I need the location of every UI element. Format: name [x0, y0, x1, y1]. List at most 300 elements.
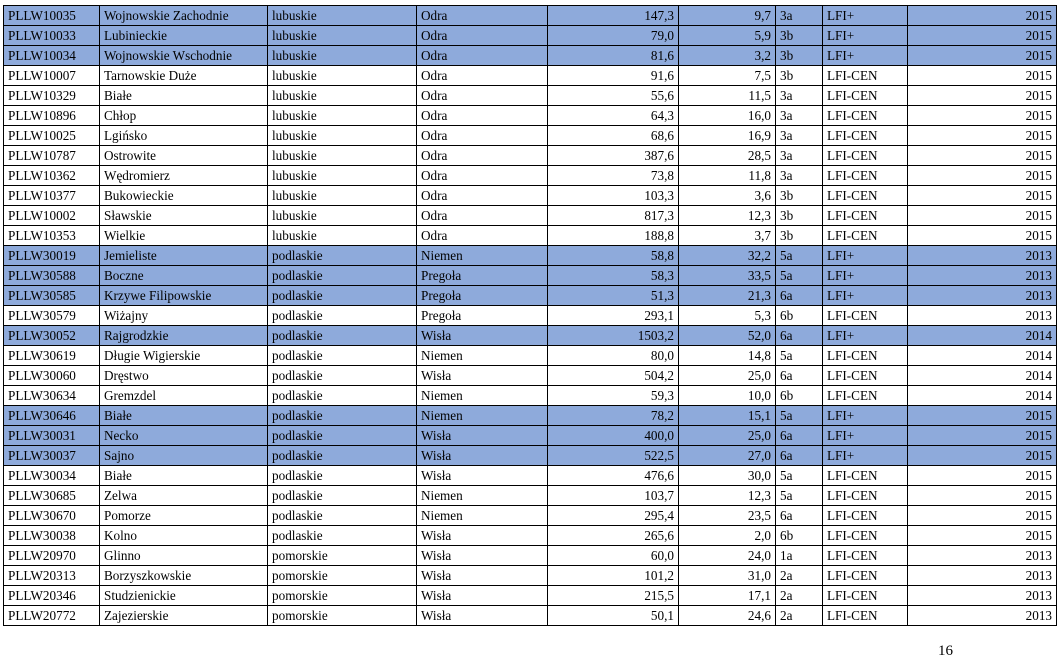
- cell-method: LFI+: [823, 426, 908, 446]
- cell-year: 2015: [908, 486, 1057, 506]
- cell-region: podlaskie: [268, 286, 417, 306]
- cell-year: 2015: [908, 66, 1057, 86]
- cell-name: Tarnowskie Duże: [100, 66, 268, 86]
- cell-id: PLLW30588: [4, 266, 100, 286]
- cell-v2: 52,0: [679, 326, 776, 346]
- cell-basin: Odra: [417, 46, 548, 66]
- cell-region: lubuskie: [268, 126, 417, 146]
- cell-name: Studzienickie: [100, 586, 268, 606]
- cell-name: Białe: [100, 406, 268, 426]
- cell-region: lubuskie: [268, 146, 417, 166]
- cell-type: 6b: [776, 386, 823, 406]
- cell-region: podlaskie: [268, 366, 417, 386]
- cell-name: Jemieliste: [100, 246, 268, 266]
- cell-name: Chłop: [100, 106, 268, 126]
- cell-type: 3b: [776, 66, 823, 86]
- cell-year: 2013: [908, 306, 1057, 326]
- cell-id: PLLW20346: [4, 586, 100, 606]
- cell-v1: 91,6: [548, 66, 679, 86]
- page-number: 16: [938, 643, 953, 659]
- cell-id: PLLW10033: [4, 26, 100, 46]
- cell-v2: 11,8: [679, 166, 776, 186]
- cell-name: Dręstwo: [100, 366, 268, 386]
- table-row: [4, 566, 1057, 586]
- cell-region: lubuskie: [268, 226, 417, 246]
- cell-name: Necko: [100, 426, 268, 446]
- cell-v2: 16,9: [679, 126, 776, 146]
- cell-name: Lubinieckie: [100, 26, 268, 46]
- cell-basin: Niemen: [417, 386, 548, 406]
- cell-v1: 50,1: [548, 606, 679, 626]
- cell-region: lubuskie: [268, 26, 417, 46]
- cell-basin: Odra: [417, 6, 548, 26]
- cell-method: LFI-CEN: [823, 206, 908, 226]
- cell-year: 2014: [908, 386, 1057, 406]
- table-row: [4, 126, 1057, 146]
- cell-name: Glinno: [100, 546, 268, 566]
- cell-v2: 12,3: [679, 206, 776, 226]
- table-row: [4, 86, 1057, 106]
- cell-method: LFI-CEN: [823, 306, 908, 326]
- cell-id: PLLW20313: [4, 566, 100, 586]
- cell-type: 6b: [776, 526, 823, 546]
- cell-region: podlaskie: [268, 266, 417, 286]
- cell-year: 2014: [908, 346, 1057, 366]
- cell-type: 5a: [776, 246, 823, 266]
- cell-v1: 81,6: [548, 46, 679, 66]
- cell-v1: 101,2: [548, 566, 679, 586]
- table-row: [4, 606, 1057, 626]
- cell-year: 2015: [908, 106, 1057, 126]
- lakes-table: [3, 5, 1057, 626]
- cell-method: LFI-CEN: [823, 506, 908, 526]
- cell-v1: 293,1: [548, 306, 679, 326]
- cell-v2: 33,5: [679, 266, 776, 286]
- cell-method: LFI-CEN: [823, 126, 908, 146]
- cell-basin: Odra: [417, 66, 548, 86]
- cell-v1: 817,3: [548, 206, 679, 226]
- cell-method: LFI-CEN: [823, 526, 908, 546]
- cell-v2: 17,1: [679, 586, 776, 606]
- cell-year: 2015: [908, 506, 1057, 526]
- cell-v1: 73,8: [548, 166, 679, 186]
- table-row: [4, 226, 1057, 246]
- cell-region: podlaskie: [268, 506, 417, 526]
- cell-basin: Pregoła: [417, 286, 548, 306]
- cell-v1: 51,3: [548, 286, 679, 306]
- cell-v1: 79,0: [548, 26, 679, 46]
- cell-v2: 27,0: [679, 446, 776, 466]
- cell-v1: 1503,2: [548, 326, 679, 346]
- cell-v1: 55,6: [548, 86, 679, 106]
- cell-region: podlaskie: [268, 446, 417, 466]
- cell-v1: 504,2: [548, 366, 679, 386]
- cell-v1: 80,0: [548, 346, 679, 366]
- cell-id: PLLW30634: [4, 386, 100, 406]
- cell-year: 2013: [908, 286, 1057, 306]
- cell-v2: 9,7: [679, 6, 776, 26]
- cell-year: 2015: [908, 186, 1057, 206]
- table-row: [4, 346, 1057, 366]
- cell-region: podlaskie: [268, 306, 417, 326]
- cell-basin: Odra: [417, 86, 548, 106]
- cell-type: 1a: [776, 546, 823, 566]
- cell-type: 3a: [776, 166, 823, 186]
- cell-basin: Niemen: [417, 346, 548, 366]
- cell-year: 2015: [908, 166, 1057, 186]
- cell-v1: 387,6: [548, 146, 679, 166]
- cell-year: 2013: [908, 546, 1057, 566]
- cell-id: PLLW30019: [4, 246, 100, 266]
- cell-year: 2013: [908, 246, 1057, 266]
- cell-id: PLLW30685: [4, 486, 100, 506]
- cell-v1: 59,3: [548, 386, 679, 406]
- cell-type: 3a: [776, 86, 823, 106]
- cell-v2: 16,0: [679, 106, 776, 126]
- table-row: [4, 426, 1057, 446]
- table-row: [4, 326, 1057, 346]
- cell-type: 6a: [776, 366, 823, 386]
- cell-region: podlaskie: [268, 386, 417, 406]
- cell-name: Białe: [100, 86, 268, 106]
- cell-year: 2015: [908, 46, 1057, 66]
- cell-region: lubuskie: [268, 66, 417, 86]
- cell-id: PLLW30031: [4, 426, 100, 446]
- cell-v1: 58,3: [548, 266, 679, 286]
- cell-basin: Niemen: [417, 406, 548, 426]
- cell-name: Krzywe Filipowskie: [100, 286, 268, 306]
- cell-year: 2015: [908, 126, 1057, 146]
- cell-type: 5a: [776, 486, 823, 506]
- cell-v1: 78,2: [548, 406, 679, 426]
- cell-basin: Niemen: [417, 506, 548, 526]
- cell-name: Sajno: [100, 446, 268, 466]
- cell-name: Sławskie: [100, 206, 268, 226]
- table-row: [4, 46, 1057, 66]
- cell-id: PLLW10025: [4, 126, 100, 146]
- cell-method: LFI+: [823, 6, 908, 26]
- cell-basin: Wisła: [417, 366, 548, 386]
- cell-name: Ostrowite: [100, 146, 268, 166]
- cell-v2: 21,3: [679, 286, 776, 306]
- cell-method: LFI-CEN: [823, 146, 908, 166]
- cell-basin: Odra: [417, 206, 548, 226]
- cell-v1: 400,0: [548, 426, 679, 446]
- cell-method: LFI-CEN: [823, 66, 908, 86]
- cell-v2: 28,5: [679, 146, 776, 166]
- cell-v2: 15,1: [679, 406, 776, 426]
- cell-v1: 215,5: [548, 586, 679, 606]
- cell-id: PLLW10353: [4, 226, 100, 246]
- cell-type: 3b: [776, 226, 823, 246]
- cell-basin: Wisła: [417, 586, 548, 606]
- cell-method: LFI-CEN: [823, 566, 908, 586]
- cell-id: PLLW30619: [4, 346, 100, 366]
- cell-region: podlaskie: [268, 406, 417, 426]
- cell-method: LFI-CEN: [823, 106, 908, 126]
- cell-region: pomorskie: [268, 546, 417, 566]
- cell-method: LFI-CEN: [823, 226, 908, 246]
- cell-year: 2013: [908, 266, 1057, 286]
- cell-method: LFI-CEN: [823, 586, 908, 606]
- cell-v2: 3,6: [679, 186, 776, 206]
- cell-region: podlaskie: [268, 346, 417, 366]
- cell-v2: 10,0: [679, 386, 776, 406]
- table-row: [4, 6, 1057, 26]
- table-row: [4, 266, 1057, 286]
- cell-name: Białe: [100, 466, 268, 486]
- cell-region: pomorskie: [268, 586, 417, 606]
- cell-method: LFI+: [823, 326, 908, 346]
- cell-basin: Odra: [417, 186, 548, 206]
- cell-name: Wojnowskie Zachodnie: [100, 6, 268, 26]
- cell-v2: 7,5: [679, 66, 776, 86]
- table-row: [4, 286, 1057, 306]
- cell-method: LFI+: [823, 406, 908, 426]
- cell-type: 6b: [776, 306, 823, 326]
- table-row: [4, 506, 1057, 526]
- cell-type: 2a: [776, 586, 823, 606]
- cell-basin: Odra: [417, 226, 548, 246]
- cell-v1: 188,8: [548, 226, 679, 246]
- cell-name: Borzyszkowskie: [100, 566, 268, 586]
- cell-v1: 60,0: [548, 546, 679, 566]
- cell-region: podlaskie: [268, 486, 417, 506]
- cell-year: 2014: [908, 326, 1057, 346]
- cell-v2: 31,0: [679, 566, 776, 586]
- cell-v2: 12,3: [679, 486, 776, 506]
- cell-region: podlaskie: [268, 326, 417, 346]
- table-row: [4, 186, 1057, 206]
- cell-basin: Odra: [417, 126, 548, 146]
- cell-basin: Wisła: [417, 606, 548, 626]
- cell-name: Pomorze: [100, 506, 268, 526]
- table-row: [4, 546, 1057, 566]
- cell-type: 3a: [776, 6, 823, 26]
- cell-name: Boczne: [100, 266, 268, 286]
- cell-type: 5a: [776, 466, 823, 486]
- cell-region: lubuskie: [268, 206, 417, 226]
- cell-basin: Odra: [417, 106, 548, 126]
- cell-name: Rajgrodzkie: [100, 326, 268, 346]
- cell-id: PLLW10329: [4, 86, 100, 106]
- cell-region: podlaskie: [268, 526, 417, 546]
- cell-region: lubuskie: [268, 86, 417, 106]
- cell-type: 3a: [776, 106, 823, 126]
- cell-v2: 5,3: [679, 306, 776, 326]
- cell-method: LFI+: [823, 286, 908, 306]
- table-row: [4, 366, 1057, 386]
- cell-type: 6a: [776, 446, 823, 466]
- cell-id: PLLW10377: [4, 186, 100, 206]
- cell-region: lubuskie: [268, 106, 417, 126]
- cell-id: PLLW30052: [4, 326, 100, 346]
- cell-year: 2013: [908, 586, 1057, 606]
- cell-basin: Pregoła: [417, 266, 548, 286]
- table-row: [4, 206, 1057, 226]
- cell-method: LFI-CEN: [823, 606, 908, 626]
- cell-method: LFI+: [823, 46, 908, 66]
- cell-year: 2015: [908, 446, 1057, 466]
- cell-id: PLLW30037: [4, 446, 100, 466]
- cell-v2: 3,2: [679, 46, 776, 66]
- cell-id: PLLW20772: [4, 606, 100, 626]
- table-row: [4, 406, 1057, 426]
- cell-year: 2015: [908, 86, 1057, 106]
- cell-year: 2014: [908, 366, 1057, 386]
- cell-region: lubuskie: [268, 6, 417, 26]
- cell-id: PLLW30060: [4, 366, 100, 386]
- cell-region: podlaskie: [268, 246, 417, 266]
- cell-method: LFI-CEN: [823, 186, 908, 206]
- cell-v2: 3,7: [679, 226, 776, 246]
- cell-method: LFI-CEN: [823, 466, 908, 486]
- cell-id: PLLW10787: [4, 146, 100, 166]
- cell-v2: 24,0: [679, 546, 776, 566]
- cell-name: Wielkie: [100, 226, 268, 246]
- cell-name: Zelwa: [100, 486, 268, 506]
- cell-year: 2015: [908, 406, 1057, 426]
- table-row: [4, 106, 1057, 126]
- table-row: [4, 166, 1057, 186]
- cell-type: 5a: [776, 346, 823, 366]
- cell-basin: Wisła: [417, 546, 548, 566]
- cell-method: LFI-CEN: [823, 366, 908, 386]
- cell-type: 2a: [776, 566, 823, 586]
- cell-v1: 295,4: [548, 506, 679, 526]
- cell-type: 2a: [776, 606, 823, 626]
- cell-region: lubuskie: [268, 186, 417, 206]
- cell-type: 3b: [776, 206, 823, 226]
- cell-type: 3b: [776, 186, 823, 206]
- cell-type: 6a: [776, 506, 823, 526]
- cell-year: 2015: [908, 466, 1057, 486]
- cell-year: 2015: [908, 426, 1057, 446]
- cell-id: PLLW30585: [4, 286, 100, 306]
- table-row: [4, 66, 1057, 86]
- cell-name: Bukowieckie: [100, 186, 268, 206]
- cell-v2: 2,0: [679, 526, 776, 546]
- cell-basin: Niemen: [417, 246, 548, 266]
- table-row: [4, 486, 1057, 506]
- table-row: [4, 586, 1057, 606]
- cell-id: PLLW30034: [4, 466, 100, 486]
- table-row: [4, 526, 1057, 546]
- table-row: [4, 446, 1057, 466]
- table-row: [4, 386, 1057, 406]
- cell-basin: Wisła: [417, 426, 548, 446]
- cell-basin: Wisła: [417, 466, 548, 486]
- cell-id: PLLW10002: [4, 206, 100, 226]
- cell-v1: 265,6: [548, 526, 679, 546]
- cell-v2: 25,0: [679, 366, 776, 386]
- cell-v1: 103,7: [548, 486, 679, 506]
- cell-year: 2015: [908, 146, 1057, 166]
- cell-year: 2015: [908, 526, 1057, 546]
- cell-id: PLLW10034: [4, 46, 100, 66]
- cell-v2: 14,8: [679, 346, 776, 366]
- cell-v2: 32,2: [679, 246, 776, 266]
- cell-method: LFI+: [823, 446, 908, 466]
- cell-region: pomorskie: [268, 566, 417, 586]
- cell-basin: Odra: [417, 26, 548, 46]
- cell-year: 2013: [908, 566, 1057, 586]
- cell-method: LFI+: [823, 266, 908, 286]
- cell-id: PLLW30038: [4, 526, 100, 546]
- cell-name: Kolno: [100, 526, 268, 546]
- cell-region: podlaskie: [268, 466, 417, 486]
- cell-basin: Wisła: [417, 446, 548, 466]
- cell-type: 3b: [776, 26, 823, 46]
- cell-name: Wojnowskie Wschodnie: [100, 46, 268, 66]
- cell-region: podlaskie: [268, 426, 417, 446]
- cell-id: PLLW30670: [4, 506, 100, 526]
- cell-method: LFI-CEN: [823, 386, 908, 406]
- cell-id: PLLW20970: [4, 546, 100, 566]
- cell-type: 5a: [776, 266, 823, 286]
- cell-name: Gremzdel: [100, 386, 268, 406]
- cell-v1: 476,6: [548, 466, 679, 486]
- cell-method: LFI-CEN: [823, 546, 908, 566]
- cell-v2: 5,9: [679, 26, 776, 46]
- cell-year: 2015: [908, 6, 1057, 26]
- cell-v2: 23,5: [679, 506, 776, 526]
- cell-basin: Pregoła: [417, 306, 548, 326]
- cell-id: PLLW10035: [4, 6, 100, 26]
- cell-basin: Niemen: [417, 486, 548, 506]
- cell-type: 3b: [776, 46, 823, 66]
- cell-year: 2015: [908, 226, 1057, 246]
- cell-year: 2015: [908, 206, 1057, 226]
- cell-name: Wiżajny: [100, 306, 268, 326]
- cell-basin: Wisła: [417, 326, 548, 346]
- cell-name: Wędromierz: [100, 166, 268, 186]
- cell-method: LFI-CEN: [823, 86, 908, 106]
- cell-type: 3a: [776, 126, 823, 146]
- cell-id: PLLW10362: [4, 166, 100, 186]
- cell-region: lubuskie: [268, 46, 417, 66]
- cell-method: LFI-CEN: [823, 166, 908, 186]
- cell-basin: Odra: [417, 166, 548, 186]
- cell-v1: 103,3: [548, 186, 679, 206]
- cell-region: pomorskie: [268, 606, 417, 626]
- cell-method: LFI+: [823, 26, 908, 46]
- cell-region: lubuskie: [268, 166, 417, 186]
- cell-id: PLLW10896: [4, 106, 100, 126]
- cell-v2: 11,5: [679, 86, 776, 106]
- cell-name: Zajezierskie: [100, 606, 268, 626]
- cell-id: PLLW10007: [4, 66, 100, 86]
- cell-type: 6a: [776, 286, 823, 306]
- cell-v2: 30,0: [679, 466, 776, 486]
- table-row: [4, 146, 1057, 166]
- cell-id: PLLW30579: [4, 306, 100, 326]
- cell-basin: Wisła: [417, 566, 548, 586]
- cell-basin: Odra: [417, 146, 548, 166]
- cell-type: 6a: [776, 426, 823, 446]
- cell-v1: 64,3: [548, 106, 679, 126]
- cell-v2: 24,6: [679, 606, 776, 626]
- cell-v2: 25,0: [679, 426, 776, 446]
- cell-year: 2015: [908, 26, 1057, 46]
- table-row: [4, 246, 1057, 266]
- cell-year: 2013: [908, 606, 1057, 626]
- cell-type: 6a: [776, 326, 823, 346]
- cell-method: LFI+: [823, 246, 908, 266]
- table-row: [4, 306, 1057, 326]
- cell-name: Długie Wigierskie: [100, 346, 268, 366]
- table-row: [4, 466, 1057, 486]
